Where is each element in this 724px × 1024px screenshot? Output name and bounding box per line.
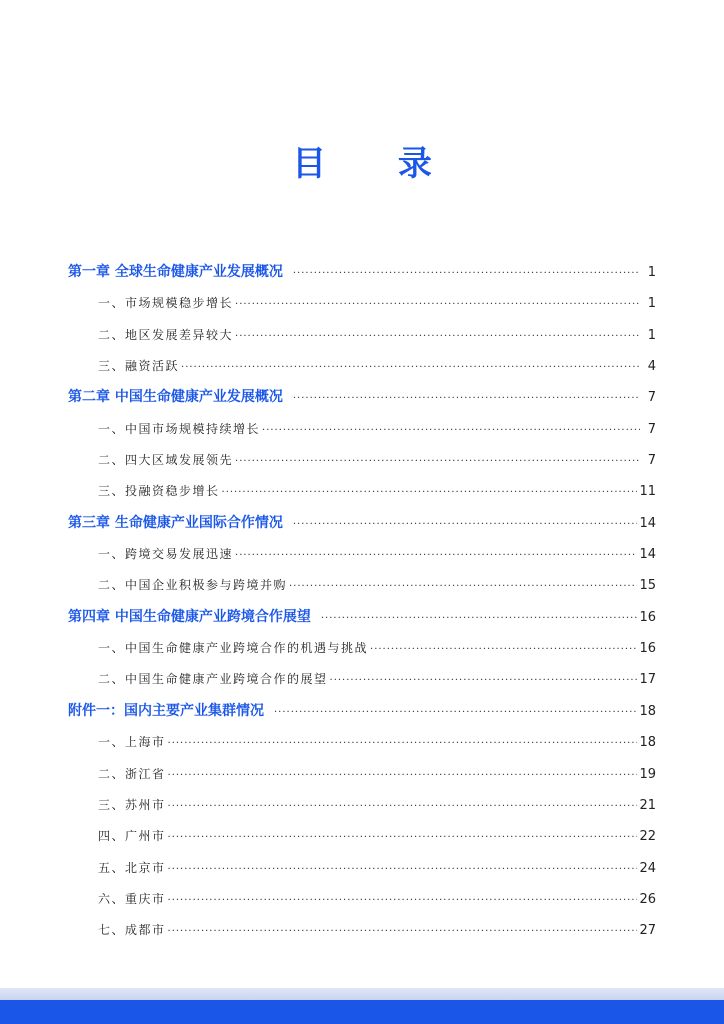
dot-leader — [289, 571, 637, 601]
page-number: 11 — [639, 484, 656, 500]
table-of-contents — [68, 257, 656, 947]
section-title: 一、中国生命健康产业跨境合作的机遇与挑战 — [98, 641, 369, 656]
dot-leader — [222, 477, 638, 507]
dot-leader — [293, 509, 638, 539]
dot-leader — [235, 446, 640, 476]
toc-section-entry[interactable] — [68, 884, 656, 915]
dot-leader — [181, 352, 640, 382]
chapter-title: 第四章 中国生命健康产业跨境合作展望 — [68, 608, 311, 625]
dot-leader — [168, 854, 638, 884]
section-title: 二、浙江省 — [98, 766, 166, 781]
toc-section-entry[interactable] — [68, 414, 656, 445]
toc-chapter-entry[interactable] — [68, 508, 656, 539]
toc-section-entry[interactable] — [68, 351, 656, 382]
page-number: 16 — [639, 609, 656, 625]
footer-band-dark — [0, 1000, 724, 1024]
page-number: 17 — [639, 672, 656, 688]
section-title: 二、四大区域发展领先 — [98, 453, 234, 468]
dot-leader — [168, 791, 638, 821]
page-number: 27 — [639, 923, 656, 939]
page-title: 目 录 — [292, 144, 462, 184]
toc-section-entry[interactable] — [68, 445, 656, 476]
toc-section-entry[interactable] — [68, 633, 656, 664]
dot-leader — [168, 760, 638, 790]
section-title: 三、融资活跃 — [98, 359, 180, 374]
toc-section-entry[interactable] — [68, 476, 656, 507]
dot-leader — [168, 885, 638, 915]
section-title: 五、北京市 — [98, 860, 166, 875]
section-title: 二、中国生命健康产业跨境合作的展望 — [98, 672, 328, 687]
dot-leader — [274, 697, 637, 727]
dot-leader — [168, 822, 638, 852]
page-number: 7 — [647, 390, 656, 406]
page-number: 1 — [647, 265, 656, 280]
page-number: 19 — [639, 766, 656, 782]
page-number: 22 — [639, 829, 656, 845]
section-title: 一、市场规模稳步增长 — [98, 296, 234, 311]
chapter-title: 第二章 中国生命健康产业发展概况 — [68, 389, 283, 406]
page-number: 21 — [639, 797, 656, 813]
page-number: 1 — [647, 327, 656, 343]
dot-leader — [293, 383, 640, 413]
section-title: 一、跨境交易发展迅速 — [98, 547, 234, 562]
page-number: 15 — [639, 578, 656, 594]
footer-band-light — [0, 988, 724, 1000]
toc-section-entry[interactable] — [68, 664, 656, 695]
toc-chapter-entry[interactable] — [68, 382, 656, 413]
toc-section-entry[interactable] — [68, 570, 656, 601]
page-number: 26 — [639, 891, 656, 907]
chapter-title: 附件一：国内主要产业集群情况 — [68, 702, 264, 719]
toc-section-entry[interactable] — [68, 821, 656, 852]
toc-section-entry[interactable] — [68, 790, 656, 821]
dot-leader — [330, 665, 638, 695]
section-title: 二、中国企业积极参与跨境并购 — [98, 578, 288, 593]
dot-leader — [168, 916, 638, 946]
section-title: 一、中国市场规模持续增长 — [98, 421, 261, 436]
dot-leader — [168, 728, 638, 758]
dot-leader — [262, 415, 640, 445]
page-number: 7 — [647, 453, 656, 469]
dot-leader — [321, 603, 638, 633]
toc-section-entry[interactable] — [68, 288, 656, 319]
dot-leader — [235, 289, 640, 319]
page-number: 4 — [647, 359, 656, 375]
dot-leader — [370, 634, 637, 664]
dot-leader — [235, 540, 637, 570]
chapter-title: 第一章 全球生命健康产业发展概况 — [68, 264, 283, 280]
page-number: 18 — [639, 735, 656, 751]
section-title: 六、重庆市 — [98, 891, 166, 906]
toc-section-entry[interactable] — [68, 915, 656, 946]
toc-section-entry[interactable] — [68, 539, 656, 570]
section-title: 一、上海市 — [98, 735, 166, 750]
toc-section-entry[interactable] — [68, 320, 656, 351]
page-number: 18 — [639, 703, 656, 719]
page-number: 14 — [639, 547, 656, 563]
page-number: 1 — [647, 296, 656, 312]
page-number: 14 — [639, 515, 656, 531]
page-number: 24 — [639, 860, 656, 876]
section-title: 二、地区发展差异较大 — [98, 327, 234, 342]
toc-section-entry[interactable] — [68, 727, 656, 758]
chapter-title: 第三章 生命健康产业国际合作情况 — [68, 514, 283, 531]
dot-leader — [235, 321, 640, 351]
page-number: 7 — [647, 421, 656, 437]
toc-section-entry[interactable] — [68, 853, 656, 884]
section-title: 七、成都市 — [98, 923, 166, 938]
toc-chapter-entry[interactable] — [68, 602, 656, 633]
page-number: 16 — [639, 641, 656, 657]
toc-section-entry[interactable] — [68, 759, 656, 790]
section-title: 三、投融资稳步增长 — [98, 484, 220, 499]
section-title: 三、苏州市 — [98, 797, 166, 812]
section-title: 四、广州市 — [98, 829, 166, 844]
toc-chapter-entry[interactable] — [68, 696, 656, 727]
dot-leader — [293, 258, 640, 288]
toc-chapter-entry[interactable] — [68, 257, 656, 288]
